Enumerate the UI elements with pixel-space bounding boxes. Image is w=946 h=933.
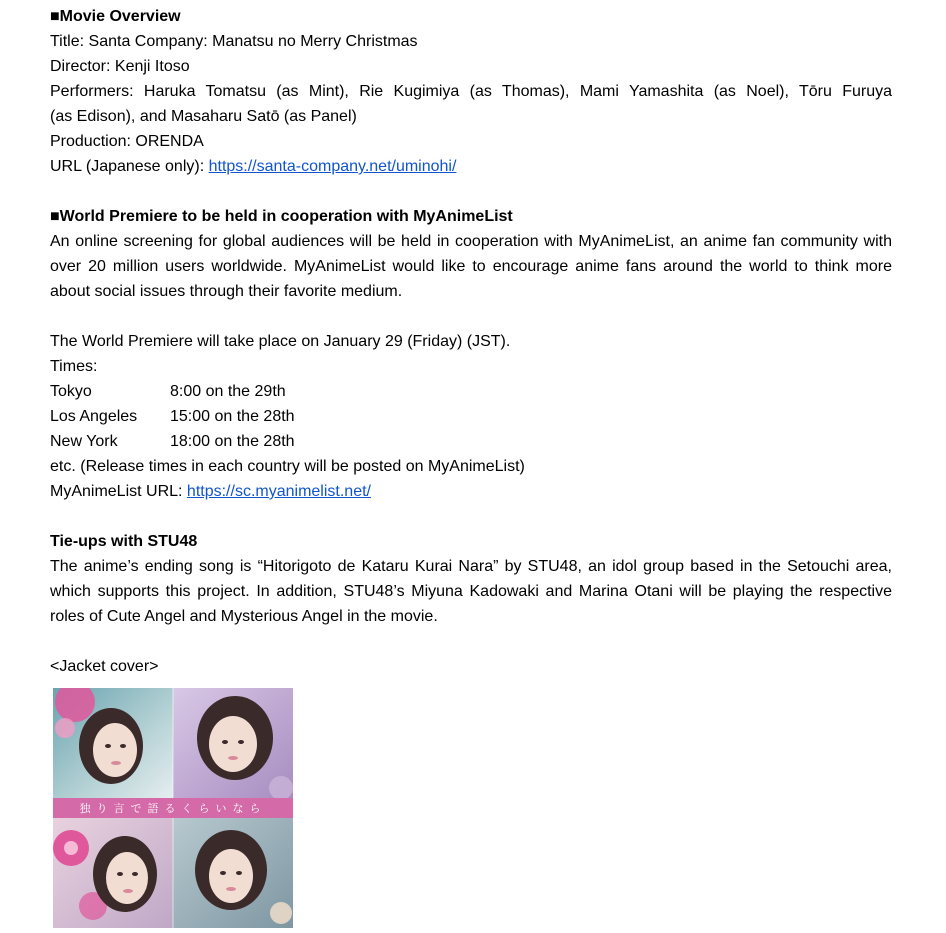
mal-url-link[interactable]: https://sc.myanimelist.net/ [186,483,371,500]
movie-url-link[interactable]: https://santa-company.net/uminohi/ [208,158,457,175]
performers-line-1: Performers: Haruka Tomatsu (as Mint), Rie Kugimiya (as Thomas), Mami Yamashita (as Noel), Tōru Furuya [50,83,892,100]
time-row [50,429,892,454]
mal-url-label: MyAnimeList URL: [50,483,187,500]
movie-url-label: URL (Japanese only): [50,158,209,175]
spacer [50,179,892,204]
tieups-heading: Tie-ups with STU48 [50,533,198,550]
time-city: New York [50,433,118,450]
movie-director: Director: Kenji Itoso [50,58,190,75]
times-label: Times: [50,358,98,375]
world-premiere-paragraph: An online screening for global audiences will be held in cooperation with MyAnimeList, an anime fan community with over 20 million users worldwide. MyAnimeList would like to encourage anime fans around the world to think more about social issues through their favorite medium. [50,233,892,300]
time-city: Tokyo [50,383,92,400]
time-value: 18:00 on the 28th [170,433,295,450]
time-row [50,404,892,429]
time-row [50,379,892,404]
jacket-cover-image [53,688,293,928]
performers-line-2: (as Edison), and Masaharu Satō (as Panel) [50,108,357,125]
jacket-cover-art [53,688,293,928]
movie-production: Production: ORENDA [50,133,204,150]
movie-overview-heading: ■Movie Overview [50,8,181,25]
spacer [50,504,892,529]
world-premiere-heading: ■World Premiere to be held in cooperation with MyAnimeList [50,208,513,225]
premiere-date: The World Premiere will take place on January 29 (Friday) (JST). [50,333,511,350]
document-page [50,4,892,679]
spacer [50,304,892,329]
jacket-caption: <Jacket cover> [50,658,159,675]
movie-url-line [50,154,892,179]
release-times-note: etc. (Release times in each country will be posted on MyAnimeList) [50,458,525,475]
mal-url-line [50,479,892,504]
movie-title: Title: Santa Company: Manatsu no Merry Christmas [50,33,418,50]
tieups-paragraph: The anime’s ending song is “Hitorigoto de Kataru Kurai Nara” by STU48, an idol group based in the Setouchi area, which supports this project. In addition, STU48’s Miyuna Kadowaki and Marina Otani will be playing the respective roles of Cute Angel and Mysterious Angel in the movie. [50,558,892,625]
time-city: Los Angeles [50,408,138,425]
time-value: 15:00 on the 28th [170,408,295,425]
time-value: 8:00 on the 29th [170,383,286,400]
spacer [50,629,892,654]
jacket-title-text: 独り言で語るくらいなら [79,802,267,815]
